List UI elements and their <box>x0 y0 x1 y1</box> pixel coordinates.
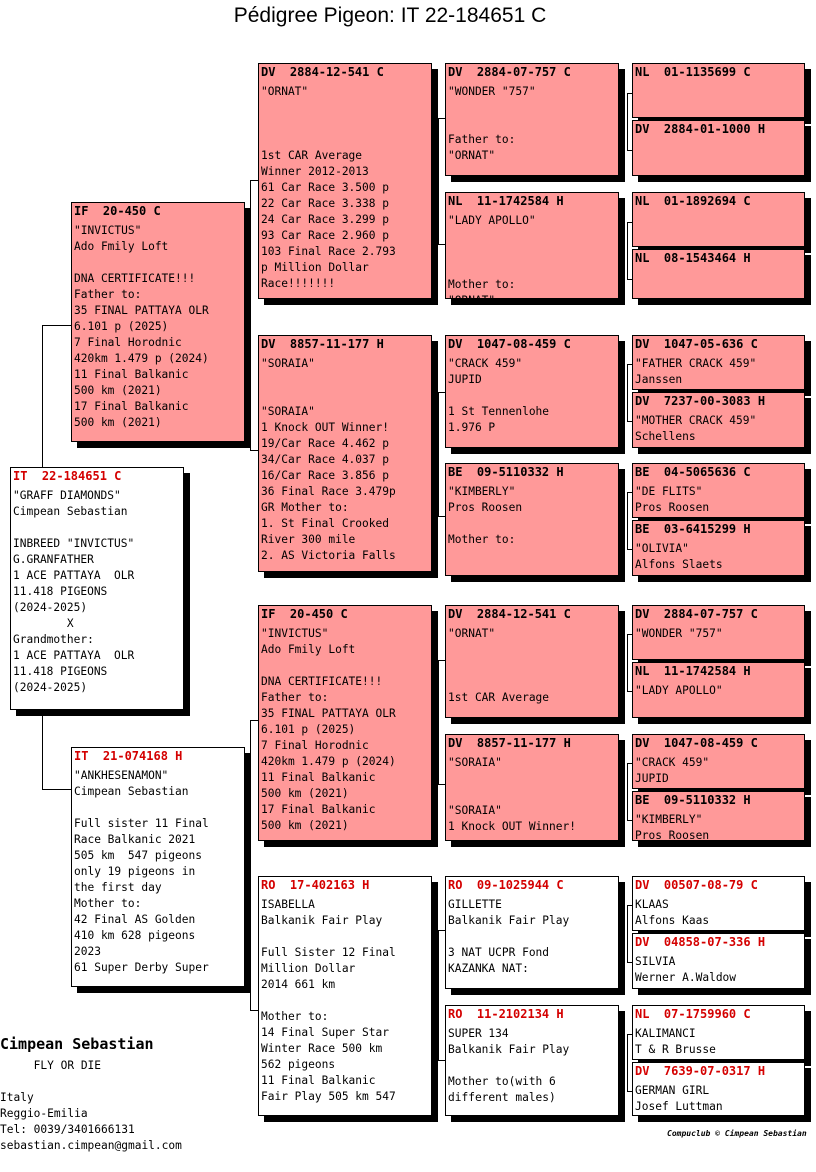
ring-number: BE 03-6415299 H <box>635 522 751 536</box>
connector-line <box>438 930 439 1060</box>
connector-line <box>627 492 628 549</box>
ring-number: DV 2884-07-757 C <box>635 607 758 621</box>
father-card <box>71 202 245 442</box>
ancestor-card-fff <box>445 63 619 176</box>
owner-contact: FLY OR DIE Italy Reggio-Emilia Tel: 0039/3401666131 sebastian.cimpean@gmail.com <box>0 1059 182 1152</box>
connector-line <box>42 789 71 790</box>
connector-line <box>438 392 445 393</box>
ring-number: RO 17-402163 H <box>261 878 370 892</box>
pigeon-details: "CRACK 459" JUPID 1 St Tennenlohe 1.976 P <box>448 357 550 434</box>
pigeon-details: "ANKHESENAMON" Cimpean Sebastian Full sister 11 Final Race Balkanic 2021 505 km 547 pigeons only 19 pigeons in the first day Mother to: 42 Final AS Golden 410 km 628 pigeons 2023 61 Super Derby Super <box>74 769 209 974</box>
ring-number: IT 21-074168 H <box>74 749 183 763</box>
ancestor-card-g15 <box>632 1005 805 1060</box>
ancestor-card-mff <box>445 605 619 718</box>
page-title: Pédigree Pigeon: IT 22-184651 C <box>233 4 547 27</box>
ring-number: NL 07-1759960 C <box>635 1007 751 1021</box>
connector-line <box>438 118 439 244</box>
ancestor-card-g11 <box>632 734 805 789</box>
pigeon-details: "INVICTUS" Ado Fmily Loft DNA CERTIFICATE!!! Father to: 35 FINAL PATTAYA OLR 6.101 p (2025) 7 Final Horodnic 420km 1.479 p (2024) 11 Final Balkanic 500 km (2021) 17 Final Balkanic 500 km (2021) <box>261 627 396 832</box>
ancestor-card-g1 <box>632 63 805 118</box>
paternal-grandfather-card <box>258 63 432 299</box>
ancestor-card-g4 <box>632 249 805 299</box>
connector-line <box>627 1034 628 1091</box>
pigeon-details: GILLETTE Balkanik Fair Play 3 NAT UCPR Fond KAZANKA NAT: <box>448 898 570 975</box>
ring-number: DV 8857-11-177 H <box>261 337 384 351</box>
ring-number: IF 20-450 C <box>74 204 161 218</box>
ring-number: RO 09-1025944 C <box>448 878 564 892</box>
connector-line <box>438 118 445 119</box>
connector-line <box>438 1060 445 1061</box>
ring-number: DV 1047-08-459 C <box>448 337 571 351</box>
connector-line <box>250 1010 258 1011</box>
pigeon-details: "FATHER CRACK 459" Janssen <box>635 357 757 386</box>
mother-card <box>71 747 245 987</box>
ancestor-card-g5 <box>632 335 805 390</box>
ring-number: NL 01-1892694 C <box>635 194 751 208</box>
copyright-credit: Compuclub © Cimpean Sebastian <box>667 1129 807 1138</box>
pigeon-details: "CRACK 459" JUPID <box>635 756 710 785</box>
connector-line <box>438 660 445 661</box>
ancestor-card-mmf <box>445 876 619 989</box>
ancestor-card-g7 <box>632 463 805 518</box>
maternal-grandmother-card <box>258 876 432 1116</box>
connector-line <box>438 516 445 517</box>
pigeon-details: "OLIVIA" Alfons Slaets <box>635 542 723 571</box>
connector-line <box>627 364 628 421</box>
connector-line <box>627 905 628 962</box>
ring-number: IT 22-184651 C <box>13 469 122 483</box>
connector-line <box>438 392 439 516</box>
ancestor-card-g9 <box>632 605 805 660</box>
ancestor-card-fmm <box>445 463 619 576</box>
ring-number: DV 00507-08-79 C <box>635 878 758 892</box>
connector-line <box>42 716 43 789</box>
ring-number: IF 20-450 C <box>261 607 348 621</box>
pigeon-details: "WONDER "757" <box>635 627 723 640</box>
pigeon-details: "ORNAT" 1st CAR Average <box>448 627 550 704</box>
ring-number: DV 2884-07-757 C <box>448 65 571 79</box>
connector-line <box>627 222 628 279</box>
connector-line <box>250 180 251 450</box>
pigeon-details: "SORAIA" "SORAIA" 1 Knock OUT Winner! 19/Car Race 4.462 p 34/Car Race 4.037 p 16/Car Race 3.856 p 36 Final Race 3.479p GR Mother to: 1. St Final Crooked River 300 mile 2. AS Victoria Falls <box>261 357 396 562</box>
pigeon-details: SUPER 134 Balkanik Fair Play Mother to(with 6 different males) <box>448 1027 570 1104</box>
ring-number: NL 11-1742584 H <box>448 194 564 208</box>
ring-number: DV 2884-12-541 C <box>448 607 571 621</box>
ring-number: NL 01-1135699 C <box>635 65 751 79</box>
ancestor-card-mfm <box>445 734 619 841</box>
pigeon-details: "GRAFF DIAMONDS" Cimpean Sebastian INBREED "INVICTUS" G.GRANFATHER 1 ACE PATTAYA OLR 11.418 PIGEONS (2024-2025) X Grandmother: 1 ACE PATTAYA OLR 11.418 PIGEONS (2024-2025) <box>13 489 135 694</box>
ring-number: BE 04-5065636 C <box>635 465 751 479</box>
ring-number: BE 09-5110332 H <box>635 793 751 807</box>
connector-line <box>627 634 628 691</box>
pigeon-details: "INVICTUS" Ado Fmily Loft DNA CERTIFICATE!!! Father to: 35 FINAL PATTAYA OLR 6.101 p (2025) 7 Final Horodnic 420km 1.479 p (2024) 11 Final Balkanic 500 km (2021) 17 Final Balkanic 500 km (2021) <box>74 224 209 429</box>
ring-number: DV 04858-07-336 H <box>635 935 766 949</box>
owner-name: Cimpean Sebastian <box>0 1035 154 1053</box>
ring-number: DV 1047-05-636 C <box>635 337 758 351</box>
ring-number: DV 1047-08-459 C <box>635 736 758 750</box>
connector-line <box>438 930 445 931</box>
ring-number: BE 09-5110332 H <box>448 465 564 479</box>
pigeon-details: "DE FLITS" Pros Roosen <box>635 485 710 514</box>
ancestor-card-g13 <box>632 876 805 931</box>
pigeon-details: "KIMBERLY" Pros Roosen Mother to: <box>448 485 523 546</box>
connector-line <box>250 720 251 1010</box>
ancestor-card-g16 <box>632 1062 805 1116</box>
connector-line <box>250 450 258 451</box>
ancestor-card-ffm <box>445 192 619 307</box>
pigeon-details: "LADY APOLLO" Mother to: "ORNAT" <box>448 214 536 307</box>
ancestor-card-g8 <box>632 520 805 576</box>
connector-line <box>438 660 439 784</box>
maternal-grandfather-card <box>258 605 432 841</box>
ring-number: DV 7237-00-3083 H <box>635 394 766 408</box>
connector-line <box>627 763 628 820</box>
connector-line <box>438 784 445 785</box>
pigeon-details: "KIMBERLY" Pros Roosen <box>635 813 710 842</box>
connector-line <box>438 244 445 245</box>
ancestor-card-fmf <box>445 335 619 448</box>
connector-line <box>627 93 628 150</box>
ring-number: DV 7639-07-0317 H <box>635 1064 766 1078</box>
ring-number: RO 11-2102134 H <box>448 1007 564 1021</box>
ring-number: NL 08-1543464 H <box>635 251 751 265</box>
ancestor-card-g6 <box>632 392 805 448</box>
pigeon-details: GERMAN GIRL Josef Luttman <box>635 1084 723 1113</box>
pigeon-details: "SORAIA" "SORAIA" 1 Knock OUT Winner! <box>448 756 576 833</box>
paternal-grandmother-card <box>258 335 432 572</box>
pigeon-details: "ORNAT" 1st CAR Average Winner 2012-2013 61 Car Race 3.500 p 22 Car Race 3.338 p 24 Car Race 3.299 p 93 Car Race 2.960 p 103 Final Race 2.793 p Million Dollar Race!!!!!!! <box>261 85 396 290</box>
connector-line <box>42 325 71 326</box>
pigeon-details: KALIMANCI T & R Brusse <box>635 1027 716 1056</box>
connector-line <box>250 180 258 181</box>
connector-line <box>42 325 43 468</box>
ancestor-card-g12 <box>632 791 805 841</box>
ring-number: DV 8857-11-177 H <box>448 736 571 750</box>
ancestor-card-g3 <box>632 192 805 247</box>
ring-number: NL 11-1742584 H <box>635 664 751 678</box>
ancestor-card-g2 <box>632 120 805 176</box>
pigeon-details: ISABELLA Balkanik Fair Play Full Sister 12 Final Million Dollar 2014 661 km Mother to: 14 Final Super Star Winter Race 500 km 562 pigeons 11 Final Balkanic Fair Play 505 km 547 <box>261 898 396 1103</box>
ancestor-card-g10 <box>632 662 805 718</box>
pigeon-details: "WONDER "757" Father to: "ORNAT" <box>448 85 536 162</box>
connector-line <box>250 720 258 721</box>
pigeon-details: "LADY APOLLO" <box>635 684 723 697</box>
subject-pigeon-card <box>10 467 184 710</box>
ancestor-card-g14 <box>632 933 805 989</box>
pigeon-details: KLAAS Alfons Kaas <box>635 898 710 927</box>
pigeon-details: SILVIA Werner A.Waldow <box>635 955 737 984</box>
ring-number: DV 2884-12-541 C <box>261 65 384 79</box>
ring-number: DV 2884-01-1000 H <box>635 122 766 136</box>
pigeon-details: "MOTHER CRACK 459" Schellens <box>635 414 757 443</box>
ancestor-card-mmm <box>445 1005 619 1116</box>
